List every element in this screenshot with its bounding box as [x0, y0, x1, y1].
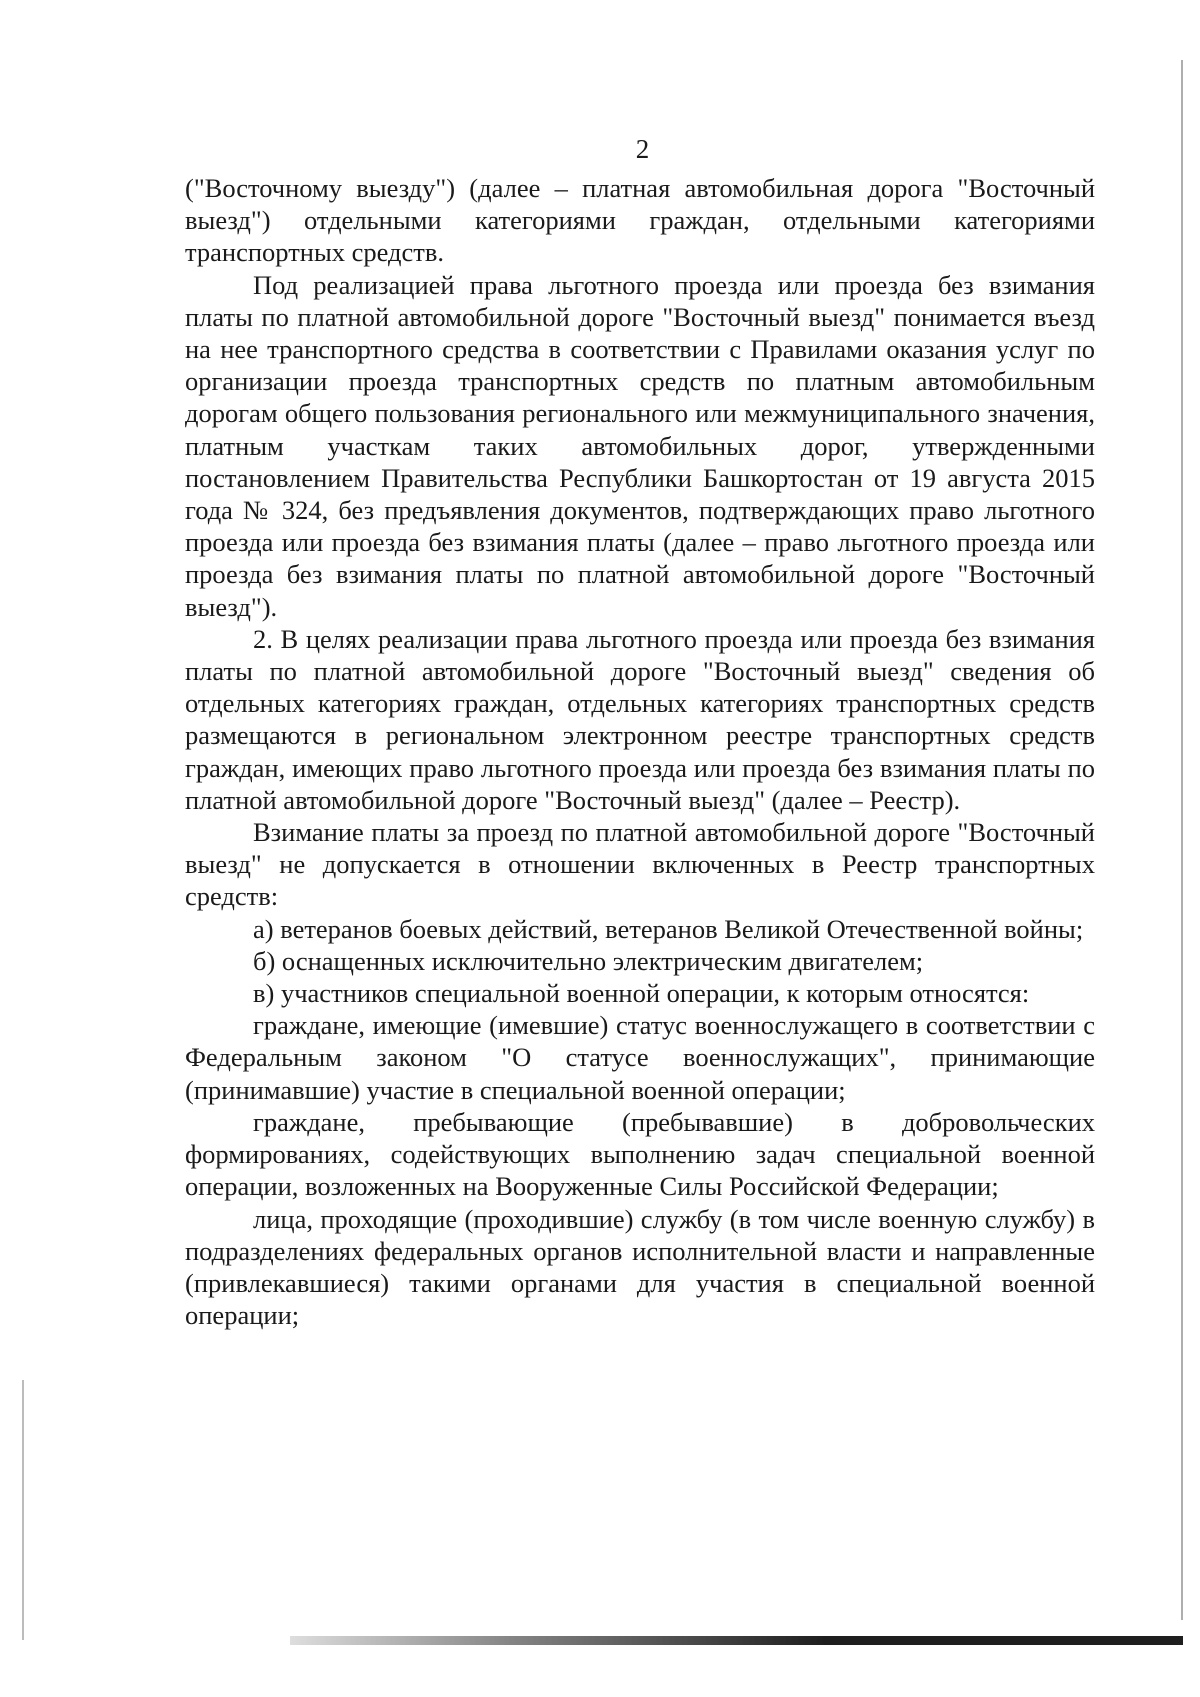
- scan-edge-right: [1181, 60, 1183, 1620]
- list-item-a: а) ветеранов боевых действий, ветеранов Великой Отечественной войны;: [253, 913, 1084, 944]
- paragraph-definition: Под реализацией права льготного проезда или проезда без взимания платы по платной автомобильной дороге "Восточный выезд" понимается въезд на нее транспортного средства в соответствии с Правилами оказания услуг по организации проезда транспортных средств по платным автомобильным дорогам общего пользования регионального или межмуниципального значения, платным участкам таких автомобильных дорог, утвержденными постановлением Правительства Республики Башкортостан от 19 августа 2015 года № 324, без предъявления документов, подтверждающих право льготного проезда или проезда без взимания платы (далее – право льготного проезда или проезда без взимания платы по платной автомобильной дороге "Восточный выезд").: [185, 269, 1095, 622]
- page-number: 2: [635, 134, 650, 164]
- list-item-b: б) оснащенных исключительно электрическим двигателем;: [253, 945, 924, 976]
- scan-edge-left: [22, 1380, 24, 1640]
- paragraph-continuation: ("Восточному выезду") (далее – платная автомобильная дорога "Восточный выезд") отдельными категориями граждан, отдельными категориями транспортных средств.: [185, 173, 1095, 268]
- sub-item-volunteer-formations: граждане, пребывающие (пребывавшие) в добровольческих формированиях, содействующих выполнению задач специальной военной операции, возложенных на Вооруженные Силы Российской Федерации;: [185, 1106, 1095, 1202]
- paragraph-item-2: 2. В целях реализации права льготного проезда или проезда без взимания платы по платной автомобильной дороге "Восточный выезд" сведения об отдельных категориях граждан, отдельных категориях транспортных средств размещаются в региональном электронном реестре транспортных средств граждан, имеющих право льготного проезда или проезда без взимания платы по платной автомобильной дороге "Восточный выезд" (далее – Реестр).: [185, 623, 1095, 815]
- document-body: [185, 172, 1095, 1331]
- sub-item-federal-service: лица, проходящие (проходившие) службу (в том числе военную службу) в подразделениях федеральных органов исполнительной власти и направленные (привлекавшиеся) такими органами для участия в специальной военной операции;: [185, 1203, 1095, 1331]
- paragraph-fee-exemption: Взимание платы за проезд по платной автомобильной дороге "Восточный выезд" не допускается в отношении включенных в Реестр транспортных средств:: [185, 817, 1095, 912]
- scan-edge-bottom: [290, 1636, 1183, 1645]
- sub-item-military-status: граждане, имеющие (имевшие) статус военнослужащего в соответствии с Федеральным законом "О статусе военнослужащих", принимающие (принимавшие) участие в специальной военной операции;: [185, 1010, 1095, 1105]
- list-item-c: в) участников специальной военной операции, к которым относятся:: [253, 978, 1030, 1009]
